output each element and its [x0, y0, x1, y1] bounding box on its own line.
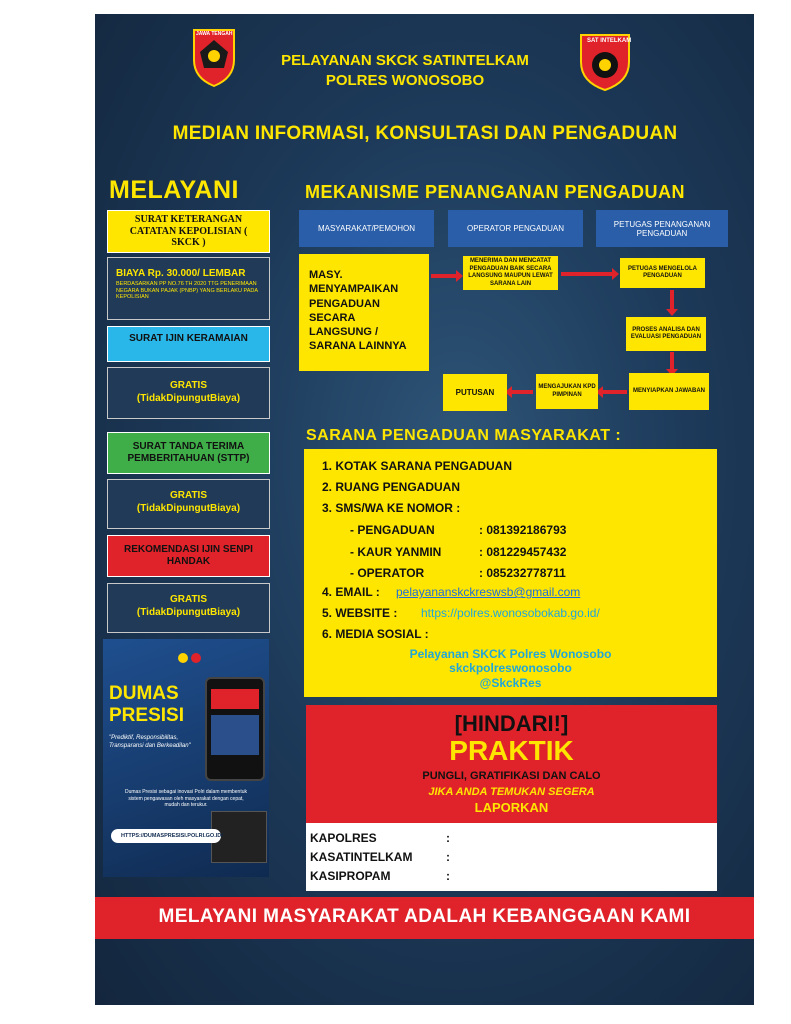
service-senpi-title: REKOMENDASI IJIN SENPI HANDAK [107, 535, 270, 577]
col-masyarakat: MASYARAKAT/PEMOHON [299, 210, 434, 247]
official-kapolres-label: KAPOLRES [310, 831, 377, 845]
phone-label-pengaduan: - PENGADUAN [350, 523, 435, 537]
website-link[interactable]: https://polres.wonosobokab.go.id/ [421, 606, 600, 620]
header-title-line2: POLRES WONOSOBO [325, 72, 485, 89]
masy-line-3: PENGADUAN [309, 297, 380, 310]
arrow-jawaban-to-pimpinan [602, 390, 627, 394]
dumas-phone-icon [205, 677, 265, 781]
polda-badge-icon [190, 26, 238, 88]
official-kapolres-colon: : [446, 831, 450, 845]
officials-box [306, 823, 717, 891]
service-skck-title: SURAT KETERANGAN CATATAN KEPOLISIAN ( SKCK ) [107, 210, 270, 253]
hindari-line3: PUNGLI, GRATIFIKASI DAN CALO [422, 770, 601, 782]
dumas-tagline: "Prediktif, Responsibilitas, Transparansi dan Berkeadilan" [109, 735, 191, 749]
service-keramaian-price: GRATIS [169, 380, 208, 391]
dumas-title-1: DUMAS [109, 683, 179, 704]
dumas-logo-icon [178, 651, 204, 663]
social-facebook[interactable]: Pelayanan SKCK Polres Wonosobo [409, 647, 612, 661]
official-kasipropam-label: KASIPROPAM [310, 869, 391, 883]
header-title-line1: PELAYANAN SKCK SATINTELKAM [281, 52, 529, 69]
service-keramaian-title: SURAT IJIN KERAMAIAN [107, 326, 270, 362]
media-label: 6. MEDIA SOSIAL : [322, 627, 429, 641]
phone-value-kaur: : 081229457432 [479, 545, 567, 559]
hindari-line4: JIKA ANDA TEMUKAN SEGERA [428, 786, 595, 798]
service-sttp-info [107, 479, 270, 529]
phone-value-pengaduan: : 081392186793 [479, 523, 567, 537]
pimpinan-step-box: MENGAJUKAN KPD PIMPINAN [536, 374, 598, 409]
right-badge-label: SAT INTELKAM [587, 38, 632, 44]
sarana-box [304, 449, 717, 697]
dumas-url-link[interactable]: HTTPS://DUMASPRESISI.POLRI.GO.ID/ [111, 829, 221, 843]
sarana-item-3: 3. SMS/WA KE NOMOR : [322, 501, 461, 515]
sarana-item-1: 1. KOTAK SARANA PENGADUAN [322, 459, 513, 473]
masy-line-1: MASY. [309, 269, 343, 281]
col-operator: OPERATOR PENGADUAN [448, 210, 583, 247]
phone-value-operator: : 085232778711 [479, 566, 566, 580]
footer-banner-text: MELAYANI MASYARAKAT ADALAH KEBANGGAAN KAMI [158, 906, 691, 927]
hindari-line1: [HINDARI!] [454, 711, 569, 736]
putusan-step-box: PUTUSAN [443, 374, 507, 411]
email-label: 4. EMAIL : [322, 585, 380, 599]
masy-line-4: SECARA [309, 311, 356, 324]
petugas-step-box: PETUGAS MENGELOLA PENGADUAN [620, 258, 705, 288]
service-skck-info [107, 257, 270, 320]
masy-line-5: LANGSUNG / [309, 326, 379, 339]
poster [95, 14, 754, 1005]
hindari-line2: PRAKTIK [449, 735, 574, 766]
service-keramaian-info [107, 367, 270, 419]
melayani-title: MELAYANI [109, 176, 239, 204]
arrow-proses-to-jawaban [670, 352, 674, 370]
service-keramaian-note: (TidakDipungutBiaya) [136, 393, 241, 404]
left-badge-label: JAWA TENGAH [196, 31, 233, 37]
header-subtitle: MEDIAN INFORMASI, KONSULTASI DAN PENGADUAN [172, 123, 678, 144]
jawaban-step-box: MENYIAPKAN JAWABAN [629, 373, 709, 410]
official-kasipropam-colon: : [446, 869, 450, 883]
email-link[interactable]: pelayananskckreswsb@gmail.com [396, 585, 581, 599]
service-senpi-info [107, 583, 270, 633]
service-skck-price: BIAYA Rp. 30.000/ LEMBAR [116, 268, 246, 279]
service-sttp-note: (TidakDipungutBiaya) [136, 503, 241, 514]
hindari-box [306, 705, 717, 823]
arrow-petugas-to-proses [670, 290, 674, 310]
website-label: 5. WEBSITE : [322, 606, 398, 620]
col-petugas: PETUGAS PENANGANAN PENGADUAN [596, 210, 728, 247]
service-senpi-note: (TidakDipungutBiaya) [136, 607, 241, 618]
footer-banner [95, 897, 754, 939]
official-kasatintelkam-colon: : [446, 850, 450, 864]
masy-line-6: SARANA LAINNYA [309, 340, 407, 353]
operator-step-box: MENERIMA DAN MENCATAT PENGADUAN BAIK SECARA LANGSUNG MAUPUN LEWAT SARANA LAIN [463, 256, 558, 290]
masy-line-2: MENYAMPAIKAN [309, 283, 399, 296]
arrow-pimpinan-to-putusan [511, 390, 533, 394]
official-kasatintelkam-label: KASATINTELKAM [310, 850, 413, 864]
hindari-line5: LAPORKAN [474, 800, 549, 815]
service-senpi-price: GRATIS [169, 594, 208, 605]
masyarakat-step-box [299, 254, 429, 371]
social-twitter[interactable]: @SkckRes [479, 676, 542, 690]
dumas-presisi-poster [103, 639, 269, 877]
sarana-title: SARANA PENGADUAN MASYARAKAT : [306, 427, 622, 444]
arrow-masy-to-operator [431, 274, 457, 278]
service-sttp-price: GRATIS [169, 490, 208, 501]
phone-label-kaur: - KAUR YANMIN [350, 545, 442, 559]
proses-step-box: PROSES ANALISA DAN EVALUASI PENGADUAN [626, 317, 706, 351]
sarana-item-2: 2. RUANG PENGADUAN [322, 480, 461, 494]
dumas-title-2: PRESISI [109, 705, 184, 726]
service-skck-note: BERDASARKAN PP NO.76 TH 2020 TTG PENERIMAAN NEGARA BUKAN PAJAK (PNBP) YANG BERLAKU PADA KEPOLISIAN [116, 281, 258, 301]
satintelkam-badge-icon [578, 32, 632, 92]
social-instagram[interactable]: skckpolreswonosobo [449, 661, 572, 675]
service-sttp-title: SURAT TANDA TERIMA PEMBERITAHUAN (STTP) [107, 432, 270, 474]
arrow-operator-to-petugas [561, 272, 613, 276]
phone-label-operator: - OPERATOR [350, 566, 425, 580]
mekanisme-title: MEKANISME PENANGANAN PENGADUAN [305, 182, 686, 202]
dumas-desc: Dumas Presisi sebagai inovasi Polri dalam membentuk sistem pengawasan oleh masyarakat dengan cepat, mudah dan terukur. [125, 789, 247, 808]
